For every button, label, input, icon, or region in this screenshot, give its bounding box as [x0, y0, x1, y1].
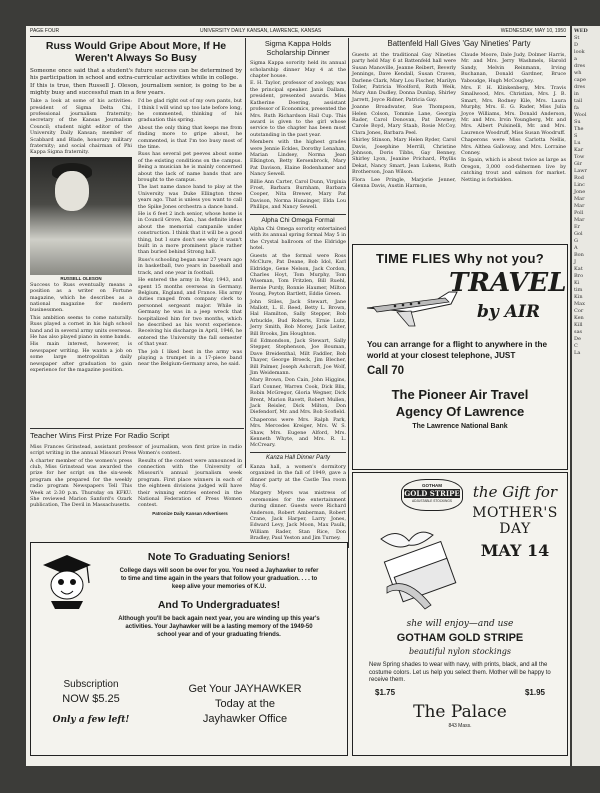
adjacent-page-fragment: G: [574, 238, 578, 244]
column-rule: [245, 38, 246, 468]
adjacent-page-fragment: Ki: [574, 280, 580, 286]
russ-article: [30, 38, 242, 458]
adjacent-page-fragment: Linc: [574, 182, 585, 188]
russ-c2b: About the only thing that keeps me from finding more to gripe about, he commented, is that I'm too busy most of the time.: [138, 124, 242, 150]
page-number: PAGE FOUR: [30, 28, 60, 34]
adjacent-page-fragment: fa: [574, 105, 579, 111]
gotham-copy: [353, 619, 567, 729]
adjacent-page-fragment: Kin: [574, 294, 583, 300]
adjacent-page-fragment: Er: [574, 224, 581, 230]
adjacent-page-fragment: Cor: [574, 308, 584, 314]
russ-c2g: He entered the army in May, 1943, and spent 15 months overseas in Germany, Belgium, England, and France. His army duties ranged from company clerk to personnel sergeant major. While in Germany he was in a jeep wreck that hospitalized him for two months, which he described as his worst experience. Receiving his discharge in April, 1946, he entered the University the fall semester of that year.: [138, 277, 242, 348]
bank-name: The Lawrence National Bank: [412, 423, 508, 430]
airplane-illustration: [353, 268, 567, 334]
alpha-p5: Mary Brown, Don Cain, John Higgins, Earl Conner, Warren Cook, Dick Blix, Robin McGregor, Gloria Wegner, Dick Brent, Marion Ravett, Robert Mullen, Jack Reisler, Dick Milton, Don Diefendorf, Mr. and Mrs. Bob Scofield.: [250, 377, 346, 416]
adjacent-page-fragment: La: [574, 350, 581, 356]
russ-c2d: The last name dance band to play at the University was Duke Ellington three years ago. That is unless you want to call the Spike Jones orchestra a dance band.: [138, 184, 242, 210]
kanza-headline: Kanza Hall Dinner Party: [250, 452, 346, 462]
seniors-heading: Note To Graduating Seniors!: [147, 551, 291, 563]
masthead-line: UNIVERSITY DAILY KANSAN, LAWRENCE, KANSAS: [200, 28, 322, 34]
patronize-credit: Patronize Daily Kansan Advertisers: [152, 510, 228, 516]
teacher-article: [30, 431, 242, 531]
adjacent-page-fragment: Jone: [574, 189, 586, 195]
adjacent-page-fragment: wh: [574, 70, 582, 76]
price-two: $1.95: [524, 687, 545, 697]
gift-date: MAY 14: [480, 541, 550, 560]
adjacent-page-fragment: Gol: [574, 231, 583, 237]
adjacent-page-fragment: Gir: [574, 161, 582, 167]
seniors-section: [101, 551, 337, 639]
column-rule: [348, 38, 349, 548]
adjacent-page-fragment: Kill: [574, 322, 583, 328]
adjacent-page-fragment: D: [574, 42, 579, 48]
russ-headline: Russ Would Gripe About More, If He Weren't Always So Busy: [45, 40, 227, 65]
gotham-ad: [352, 472, 568, 756]
adjacent-page-fragment: Ken: [574, 315, 584, 321]
battenfeld-p2: Joanne Broadwater, Sue Thompson, Helen Colson, Tommie Lane, Georgia Rader, Carol Donovan, Pat Downey, Carole Boyd, Mary Staab, Rosie McCoy, Clara Jones, Barbara Peel.: [352, 104, 456, 136]
adjacent-page-fragment: Max: [574, 301, 585, 307]
russ-c2a: I'd be glad right out of my own pants, but I think I will wind up too late before long, he commented, thinking of his graduation this spring.: [138, 98, 242, 124]
palace-store: The Palace: [413, 701, 507, 722]
battenfeld-p5: Claude Moore, Dale Judy, Dolmer Harris, Mr. and Mrs. Jerry Washmels, Harold Sandy, Melvin Reinmann, Irving Buchanan, Donald Gardner, Bruce Yaboudge, Hugh McCoughey.: [461, 51, 566, 84]
adjacent-page-fragment: sas: [574, 329, 583, 335]
price-row: [353, 688, 567, 700]
logo-top: GOTHAM: [422, 483, 442, 488]
get-jayhawker-box: [165, 683, 325, 725]
adjacent-page-fragment: J: [574, 259, 577, 265]
gift-box-illustration: [367, 517, 463, 613]
adjacent-page-fragment: Bon: [574, 252, 584, 258]
agency-title: Agency Of Lawrence: [395, 404, 525, 419]
battenfeld-p8: In Spain, which is about twice as large as Oregon, 3,000 cod-fishermen live by catching trout and salmon for market. Netting is forbidden.: [461, 157, 566, 183]
adjacent-page-fragment: a: [574, 56, 577, 62]
travel-ad-body: You can arrange for a flight to anywhere in the world at your closest telephone, JUST: [367, 340, 548, 360]
adjacent-page-fragment: Tow: [574, 154, 585, 160]
adjacent-page-fragment: De: [574, 336, 581, 342]
russ-p3: Success to Russ eventually means a position as a writer on Fortune magazine, which he describes as a national magazine for modern businessmen.: [30, 281, 132, 314]
undergrads-body: Although you'll be back again next year, you are winding up this year's activities. Your Jayhawker will be a lasting memory of the 1949-50 school year and of your graduating friends.: [118, 616, 320, 638]
adjacent-page-fragment: C: [574, 343, 578, 349]
battenfeld-p7: Chaperons were Miss Carlotta Nellis, Mrs. Althea Galloway, and Mrs. Lorraine Conney.: [461, 137, 566, 157]
adjacent-page-fragment: Mar: [574, 217, 585, 223]
gotham-logo: [401, 479, 463, 511]
adjacent-page-strip: [572, 26, 600, 766]
seniors-body: College days will soon be over for you. You need a Jayhawker to refer to time and time again in the years that follow your graduation. . . . to keep alive your memories of K.U.: [119, 568, 319, 590]
teacher-p3: Results of the contest were announced in connection with the University of Missouri's annual journalism week program. First place winners in each of the eighteen divisions judged will have their winning entries entered in the National Federation of Press Women contest.: [138, 457, 242, 509]
teacher-p1: Miss Frances Grinstead, assistant professor of journalism, won first prize in radio script writing in the annual Missouri Press Women's contest.: [30, 443, 242, 457]
sigma-p4: Billie Ann Carter, Carol Dunn, Virginia Frost, Barbara Burnham, Barbara Cooper, Nita Brewer, Mary Pat Davison, Norma Hunsinger, Elda Lou Phillips, and Nancy Sewell.: [250, 178, 346, 211]
adjacent-page-fragment: Bro: [574, 273, 584, 279]
only-few-left: Only a few left!: [52, 715, 130, 725]
adjacent-page-fragment: cape: [574, 77, 586, 83]
call-number: Call 70: [367, 365, 405, 377]
kanza-p2: Margery Myers was mistress of ceremonies for the entertainment during dinner. Guests were Richard Anderson, Robert Amberman, Robert Crane, Jack Harper, Larry Jones, Edward Levy, Jack Moon, Max Paulk, William Rader, Stan Rice, Don Bradley, Paul Yeston and Jim Turney.: [250, 490, 346, 542]
section-rule: [30, 428, 244, 429]
get-line1: Get Your JAYHAWKER: [188, 683, 302, 695]
photo-caption: RUSSELL OLESON: [60, 275, 102, 281]
logo-bot: ADJUSTABLE STOCKINGS: [412, 499, 452, 503]
adjacent-page-fragment: Wool: [574, 112, 587, 118]
gift-heading: [465, 483, 565, 560]
graduate-cap-icon: [39, 549, 95, 611]
adjacent-page-fragment: Lu: [574, 140, 581, 146]
gift-line2: MOTHER'S DAY: [472, 505, 558, 537]
alpha-p1: Alpha Chi Omega sorority entertained with its annual spring formal May 5 in the Crystal ballroom of the Eldridge hotel.: [250, 226, 346, 252]
gift-line1: the Gift for: [472, 483, 558, 501]
adjacent-page-fragment: Mar: [574, 196, 585, 202]
teacher-headline: Teacher Wins First Prize For Radio Script: [30, 431, 170, 440]
russ-p5: His main interest, however, is newspaper writing. He wants a job on some large metropolitan daily newspaper after graduation to gain experience for the magazine position.: [30, 341, 132, 374]
gotham-brand: GOTHAM GOLD STRIPE: [396, 632, 524, 644]
alpha-p2: Guests at the formal were Ross McClure, Pat Deane, Bob Idol, Karl Eldridge, Gene Nelson, Jack Cordon, Charles Hoyt, Tom Murphy, Tom Wiseman, Tom Fritzlen, Bill Ruehl, Bernie Purdy, Ronnie Haumer, Milton Young, Peyton Bartlett, Eddie Green.: [250, 252, 346, 298]
society-column: [250, 38, 346, 542]
travel-ad-headline: TIME FLIES Why not you?: [376, 251, 544, 266]
get-line2: Today at the: [215, 698, 275, 710]
russ-c2e: He is 6 feet 2 inch senior, whose home is in Council Grove, Kan., has definite ideas about the memorial campanile under construction. I think that it will be a good thing, but I sure don't see why it wasn't built in a more prominent place rather than buried behind Strong hall.: [138, 211, 242, 256]
adjacent-page-fragment: in: [574, 91, 579, 97]
subscription-price: NOW $5.25: [62, 693, 120, 705]
issue-date: WEDNESDAY, MAY 10, 1950: [500, 28, 566, 34]
adjacent-page-fragment: look: [574, 49, 585, 55]
adjacent-page-fragment: Lawr: [574, 168, 587, 174]
travel-script: TRAVEL: [449, 268, 567, 298]
gotham-sub: beautiful nylon stockings: [409, 647, 511, 656]
sigma-p1: Sigma Kappa sorority held its annual scholarship dinner May 4 at the chapter house.: [250, 60, 346, 80]
russ-c2f: Russ's schooling began near 27 years ago in basketball, two years in baseball and track, and one year in football.: [138, 256, 242, 276]
by-air-script: by AIR: [477, 302, 540, 322]
battenfeld-headline: Battenfeld Hall Gives 'Gay Nineties' Party: [387, 39, 531, 48]
adjacent-page-fragment: Su: [574, 119, 581, 125]
adjacent-page-fragment: WED: [574, 28, 588, 34]
battenfeld-p1: Guests at the traditional Gay Nineties party held May 6 at Battenfeld hall were Susan Manoville, Jeanne Reibert, Beverly Jennings, Dave Kendall, Susan Craven, Darlene Clark, Mary Lou Fischer, Marilyn Toller, Patricia Woolford, Ruth Weik, Mary Ann Dudley, Donna Dunlap, Shirley Jarrett, Joyce Ridner, Patricia Gay.: [352, 51, 456, 103]
battenfeld-p6: Mrs. F. H. Klinkenberg, Mrs. Travis Smallwood, Mrs. Christian, Mrs. J. B. Smart, Mrs. Rodney Kile, Mrs. Laura Murphy, Mrs. E. G. Rader, Miss Julia Joyce Williams, Mrs. Donald Anderson, Mr. and Mrs. Irvin Youngberg, Mr. and Mrs. Albert Pulsinelli, Mr. and Mrs. Laurence Woodruff, Miss Susan Woodruff.: [461, 84, 566, 136]
subscription-box: [41, 679, 141, 725]
get-line3: Jayhawker Office: [202, 713, 288, 725]
sigma-headline: Sigma Kappa Holds Scholarship Dinner: [264, 39, 332, 57]
undergrads-heading: And To Undergraduates!: [157, 599, 281, 611]
sigma-p3: Members with the highest grades were Jennie Eckles, Dorothy Lenahan, Marian Lindsey, Norma Jean Elkington, Betty Kersenbrock, Mary Pat Davison, Elaine Bodenhamer and Nancy Sewell.: [250, 139, 346, 178]
travel-ad: [352, 244, 568, 470]
alpha-p3: John Stiles, Jack Stewart, Jane Mallott, L. E. Reed, Betty L. Brown, Hal Hamilton, Sally Stepper, Bob Arbuckle, Bud Roberts, Ernie Lutz, Jerry Smith, Bob Morey, Jack Leiter, Bill Brooks, Jim Houghton.: [250, 298, 346, 337]
newspaper-page: [26, 26, 570, 766]
adjacent-page-fragment: tim: [574, 287, 583, 293]
battenfeld-p3: Shirley Stinson, Mary Helen Ryder, Carol Davis, Josephine Merrill, Christine Johnson, Doris Tibbs, Gay Benney, Shirley Lyon, Jeanine Prichard, Phyllis Dekat, Nancy Smart, Jean Lukens, Ruth Brotherson, Joan Wilson.: [352, 137, 456, 176]
adjacent-page-fragment: Rod: [574, 175, 584, 181]
adjacent-page-fragment: St: [574, 35, 580, 41]
sigma-p2: E. H. Taylor, professor of zoology, was the principal speaker. Janis Dallam, president, presented awards. Miss Katherine Doering, assistant professor of Economics, presented the Mrs. Ruth Richardson Hail Cup. This award is given to the girl whose service to the chapter has been most outstanding in the past year.: [250, 80, 346, 138]
russ-p4: This ambition seems to come naturally. Russ played a cornet in his high school band and in several army units overseas. He has also played piano in some bands.: [30, 314, 132, 341]
gotham-body: New Spring shades to wear with navy, with prints, black, and all the costume colors. Let us help you select them. Mother will be happy to receive them.: [369, 662, 551, 683]
russ-c2h: The job I liked best in the army was playing a trumpet in a 17-piece band near the Belgium-Germany area, he said.: [138, 348, 242, 368]
adjacent-page-fragment: dres: [574, 84, 586, 90]
subscription-label: Subscription: [63, 679, 119, 690]
alpha-p4: Ed Edmondson, Jack Stewart, Sally Stepper, Stephenson, Joe Bouman, Dave Breidenthal, Milt Faddler, Bob Thayer, George Broeck, Jim Blecher, Bill Palmer, Joseph Ashcraft, Joe Wolf, Jim Weidemann.: [250, 337, 346, 376]
russell-oleson-photo: [30, 157, 132, 275]
alpha-headline: Alpha Chi Omega Formal: [250, 214, 346, 224]
kanza-p1: Kanza hall, a women's dormitory organized in the fall of 1949, gave a dinner party at the Castle Tea room May 6.: [250, 463, 346, 489]
battenfeld-article: [352, 38, 566, 241]
page-header: [30, 27, 566, 37]
adjacent-page-fragment: The: [574, 126, 584, 132]
adjacent-page-fragment: S: [574, 133, 578, 139]
adjacent-page-fragment: dres: [574, 63, 586, 69]
logo-mid: GOLD STRIPE: [404, 489, 460, 498]
alpha-p6: Chaperons were Mrs. Ralph Park, Mrs. Mercedes Kreiger, Mrs. W. S. Shaw, Mrs. Eugene Alford, Mrs. Kenneth Whyte, and Mrs. R. L. McCreary.: [250, 416, 346, 449]
russ-p2: Take a look at some of his activities: president of Sigma Delta Chi, professional journalism fraternity; secretary of the Kansas Journalism Council; student night editor of the University Daily Kansan; member of Scabbard and Blade, honorary military fraternity; and social chairman of Phi Kappa Sigma fraternity.: [30, 98, 132, 156]
russ-intro: Someone once said that a student's future success can be determined by his participation in school and extra-curricular activities while in college.: [30, 68, 242, 82]
pioneer-title: The Pioneer Air Travel: [391, 387, 529, 402]
adjacent-page-fragment: tail: [574, 98, 583, 104]
adjacent-page-fragment: A: [574, 245, 578, 251]
adjacent-page-fragment: Poll: [574, 210, 584, 216]
jayhawker-ad: [30, 542, 348, 756]
palace-address: 843 Mass.: [448, 722, 472, 729]
price-one: $1.75: [375, 687, 396, 697]
russ-p1: If this is true, then Russell J. Oleson, journalism senior, is going to be a mighty busy and successful man in a few years.: [30, 83, 242, 97]
russ-c2c: Russ has several pet peeves about some of the existing conditions on the campus. Being a musician he is mainly concerned about the lack of name bands that are brought to the campus.: [138, 151, 242, 183]
battenfeld-p4: Flora Lee Pringle, Marjorie Jenner, Glenna Davis, Austin Harmon,: [352, 176, 456, 190]
teacher-p2: A charter member of the women's press club, Miss Grinstead was awarded the prize for her script on the six-week program she prepared for the weekly radio program Newspapers Tell This Week at 2:30 p.m. Thursday on KFKU. She reviewed Marion Sanford's Ozark publication, The Devil in Massachusetts.: [30, 457, 132, 509]
gotham-tag: she will enjoy—and use: [406, 619, 514, 629]
adjacent-page-fragment: Mar: [574, 203, 585, 209]
adjacent-page-fragment: Kat: [574, 266, 583, 272]
adjacent-page-fragment: Kar: [574, 147, 584, 153]
